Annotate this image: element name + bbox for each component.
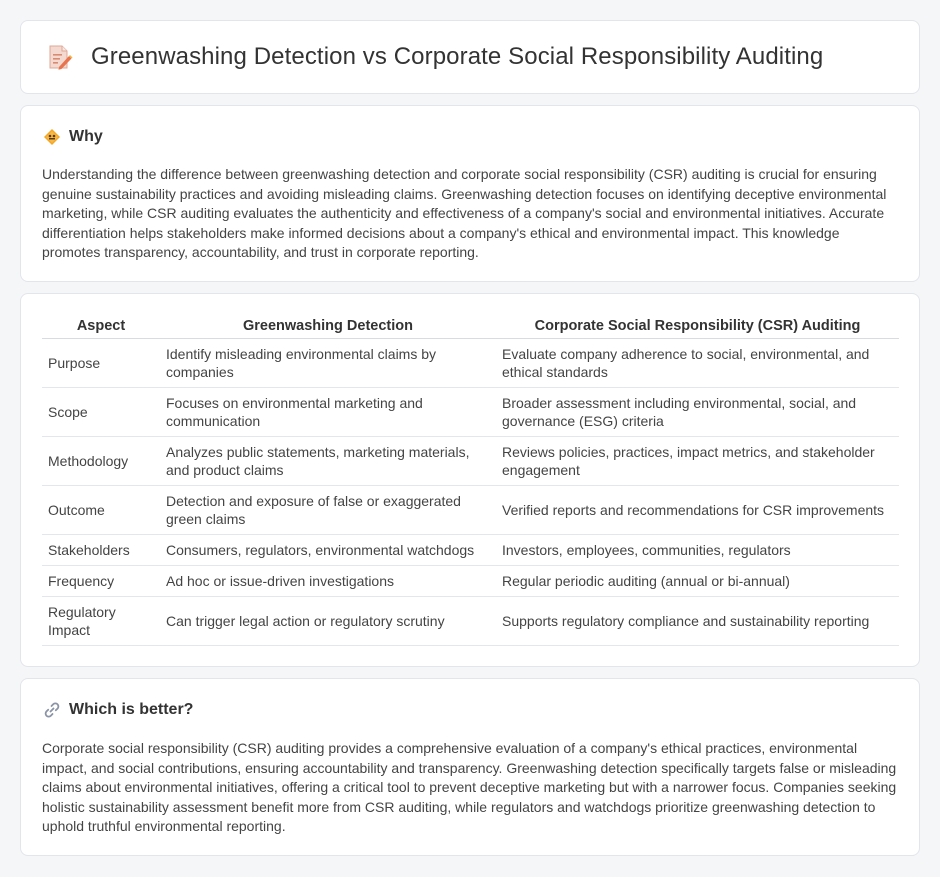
cell-csr: Evaluate company adherence to social, environmental, and ethical standards [496,338,899,387]
table-row [42,436,899,485]
cell-greenwashing: Detection and exposure of false or exaggerated green claims [160,485,496,534]
cell-greenwashing: Consumers, regulators, environmental watchdogs [160,534,496,565]
header-card [20,20,920,94]
cell-aspect: Stakeholders [42,534,160,565]
header-aspect: Aspect [42,318,160,338]
cell-csr: Verified reports and recommendations for CSR improvements [496,485,899,534]
cell-aspect: Methodology [42,436,160,485]
header-csr: Corporate Social Responsibility (CSR) Auditing [496,318,899,338]
cell-greenwashing: Identify misleading environmental claims by companies [160,338,496,387]
title-row [45,43,823,71]
document-edit-icon [45,43,73,71]
why-text: Understanding the difference between greenwashing detection and corporate social responsibility (CSR) auditing is crucial for ensuring genuine sustainability practices and avoiding misleading claims. Greenwashing detection focuses on identifying deceptive environmental marketing, while CSR auditing evaluates the authenticity and effectiveness of a company's social and environmental initiatives. Accurate differentiation helps stakeholders make informed decisions about a company's ethical and environmental impact. This knowledge promotes transparency, accountability, and trust in corporate reporting. [42,166,887,260]
why-title: Why [69,128,103,145]
table-row [42,596,899,645]
table-header-row [42,318,899,338]
better-heading [43,701,193,719]
link-icon [43,701,61,719]
page-title: Greenwashing Detection vs Corporate Social Responsibility Auditing [91,43,824,70]
cell-aspect: Scope [42,387,160,436]
comparison-table [42,318,899,646]
cell-csr: Reviews policies, practices, impact metrics, and stakeholder engagement [496,436,899,485]
comparison-section [20,293,920,667]
table-row [42,387,899,436]
cell-csr: Regular periodic auditing (annual or bi-annual) [496,565,899,596]
table-row [42,565,899,596]
cell-aspect: Outcome [42,485,160,534]
cell-greenwashing: Analyzes public statements, marketing materials, and product claims [160,436,496,485]
header-greenwashing: Greenwashing Detection [160,318,496,338]
why-section [20,105,920,282]
cell-aspect: Purpose [42,338,160,387]
cell-csr: Broader assessment including environmental, social, and governance (ESG) criteria [496,387,899,436]
cell-aspect: Frequency [42,565,160,596]
table-row [42,338,899,387]
cell-aspect: Regulatory Impact [42,596,160,645]
which-better-section [20,678,920,856]
better-text: Corporate social responsibility (CSR) auditing provides a comprehensive evaluation of a company's ethical practices, environmental impact, and social contributions, ensuring accountability and transparency. Greenwashing detection specifically targets false or misleading claims about environmental initiatives, offering a critical tool to prevent deceptive marketing but with a narrower focus. Companies seeking holistic sustainability assessment benefit more from CSR auditing, while regulators and watchdogs prioritize greenwashing detection to uphold truthful environmental reporting. [42,740,897,834]
table-row [42,485,899,534]
diamond-sign-icon [43,128,61,146]
table-row [42,534,899,565]
cell-greenwashing: Focuses on environmental marketing and communication [160,387,496,436]
cell-greenwashing: Can trigger legal action or regulatory scrutiny [160,596,496,645]
cell-csr: Supports regulatory compliance and sustainability reporting [496,596,899,645]
why-heading [43,128,103,146]
better-title: Which is better? [69,701,194,718]
cell-csr: Investors, employees, communities, regulators [496,534,899,565]
cell-greenwashing: Ad hoc or issue-driven investigations [160,565,496,596]
